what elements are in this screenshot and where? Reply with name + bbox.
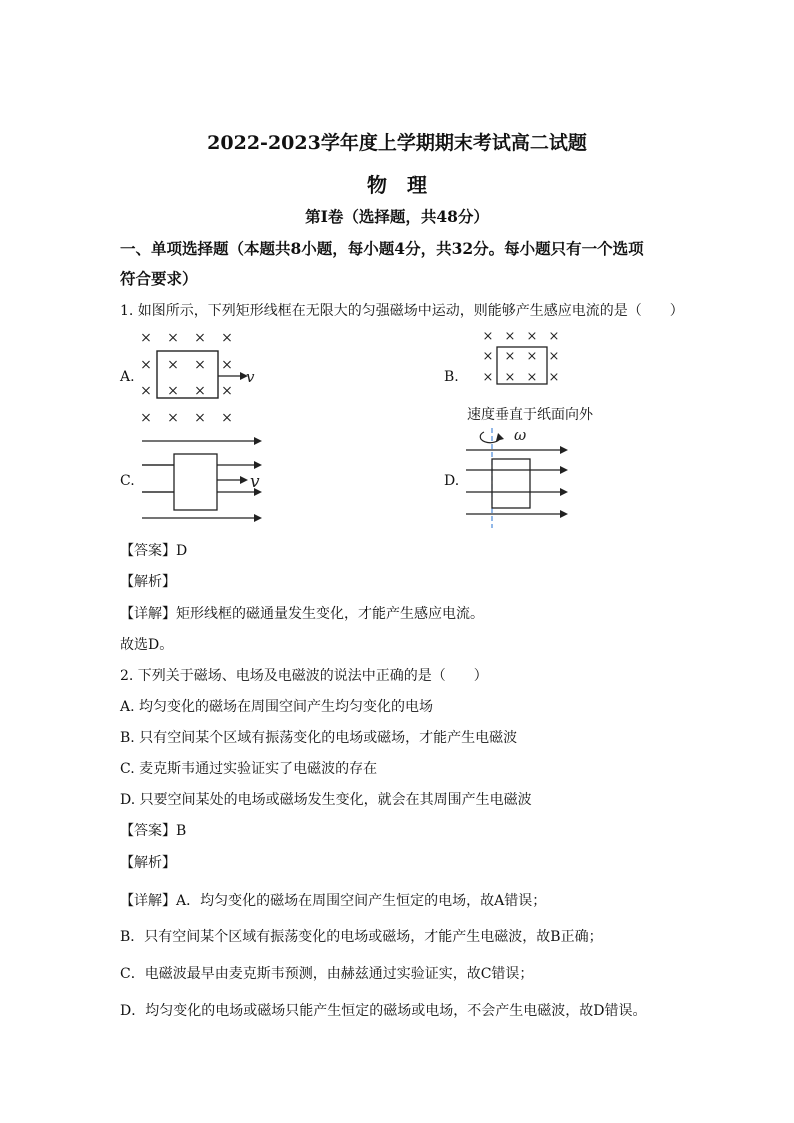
figure-b-cross: ×: [504, 329, 516, 344]
q1-option-b-label: B.: [444, 369, 459, 385]
q1-figure-c: [136, 428, 271, 528]
figure-b-cross: ×: [482, 370, 494, 385]
q2-detail-c: C．电磁波最早由麦克斯韦预测，由赫兹通过实验证实，故C错误；: [120, 966, 534, 982]
arrowhead-icon: [254, 461, 262, 469]
figure-a-cross: ×: [167, 330, 179, 346]
figure-b-cross: ×: [482, 349, 494, 364]
figure-b-cross: ×: [504, 370, 516, 385]
figure-b-cross: ×: [548, 329, 560, 344]
q1-figure-a: [136, 326, 266, 428]
part-heading: 第Ⅰ卷（选择题，共48分）: [305, 207, 489, 226]
figure-a-cross: ×: [140, 383, 152, 399]
figure-a-cross: ×: [140, 330, 152, 346]
coil-frame: [174, 454, 217, 510]
figure-b-cross: ×: [548, 349, 560, 364]
q2-analysis-heading: 【解析】: [120, 855, 176, 871]
section-heading-line1: 一、单项选择题（本题共8小题，每小题4分，共32分。每小题只有一个选项: [120, 239, 644, 258]
q2-stem: 2. 下列关于磁场、电场及电磁波的说法中正确的是（ ）: [120, 668, 488, 684]
arrowhead-icon: [560, 446, 568, 454]
figure-a-cross: ×: [194, 410, 206, 426]
q2-detail-b: B．只有空间某个区域有振荡变化的电场或磁场，才能产生电磁波，故B正确；: [120, 929, 603, 945]
q1-detail: 【详解】矩形线框的磁通量发生变化，才能产生感应电流。: [120, 606, 484, 622]
figure-a-cross: ×: [221, 410, 233, 426]
arrowhead-icon: [240, 476, 248, 484]
figure-a-cross: ×: [221, 383, 233, 399]
figure-a-cross: ×: [194, 330, 206, 346]
figure-a-cross: ×: [194, 357, 206, 373]
q1-option-c-label: C.: [120, 473, 135, 489]
figure-b-cross: ×: [504, 349, 516, 364]
figure-a-cross: ×: [167, 357, 179, 373]
figure-b-cross: ×: [526, 329, 538, 344]
q1-answer: 【答案】D: [120, 543, 188, 559]
q2-answer: 【答案】B: [120, 823, 187, 839]
angular-velocity-label: ω: [514, 426, 527, 444]
figure-a-cross: ×: [194, 383, 206, 399]
q2-detail-d: D．均匀变化的电场或磁场只能产生恒定的磁场或电场，不会产生电磁波，故D错误。: [120, 1003, 647, 1019]
velocity-label: v: [246, 368, 255, 386]
figure-b-caption: 速度垂直于纸面向外: [467, 407, 593, 423]
q1-stem: 1. 如图所示，下列矩形线框在无限大的匀强磁场中运动，则能够产生感应电流的是（ ）: [120, 303, 684, 319]
q2-option-d: D. 只要空间某处的电场或磁场发生变化，就会在其周围产生电磁波: [120, 792, 532, 808]
figure-a-cross: ×: [167, 383, 179, 399]
exam-title: 2022-2023学年度上学期期末考试高二试题: [207, 132, 587, 154]
figure-a-cross: ×: [167, 410, 179, 426]
figure-a-cross: ×: [221, 330, 233, 346]
q1-option-a-label: A.: [120, 369, 135, 385]
q1-option-d-label: D.: [444, 473, 460, 489]
q2-detail-a: 【详解】A．均匀变化的磁场在周围空间产生恒定的电场，故A错误；: [120, 893, 547, 909]
arrowhead-icon: [560, 510, 568, 518]
velocity-label: v: [250, 472, 260, 492]
q2-option-b: B. 只有空间某个区域有振荡变化的电场或磁场，才能产生电磁波: [120, 730, 518, 746]
figure-b-cross: ×: [548, 370, 560, 385]
q1-figure-d: [462, 424, 577, 532]
figure-a-cross: ×: [140, 410, 152, 426]
q2-option-c: C. 麦克斯韦通过实验证实了电磁波的存在: [120, 761, 378, 777]
figure-b-cross: ×: [526, 370, 538, 385]
figure-b-cross: ×: [482, 329, 494, 344]
q2-option-a: A. 均匀变化的磁场在周围空间产生均匀变化的电场: [120, 699, 434, 715]
q1-figure-b: [478, 326, 568, 388]
arrowhead-icon: [254, 437, 262, 445]
subject-title: 物 理: [367, 173, 427, 197]
q1-conclusion: 故选D。: [120, 637, 174, 653]
arrowhead-icon: [560, 488, 568, 496]
figure-a-cross: ×: [221, 357, 233, 373]
q1-analysis-heading: 【解析】: [120, 574, 176, 590]
arrowhead-icon: [496, 433, 504, 441]
coil-frame: [492, 459, 530, 508]
arrowhead-icon: [560, 466, 568, 474]
section-heading-line2: 符合要求）: [120, 269, 198, 288]
arrowhead-icon: [254, 514, 262, 522]
figure-b-cross: ×: [526, 349, 538, 364]
figure-a-cross: ×: [140, 357, 152, 373]
